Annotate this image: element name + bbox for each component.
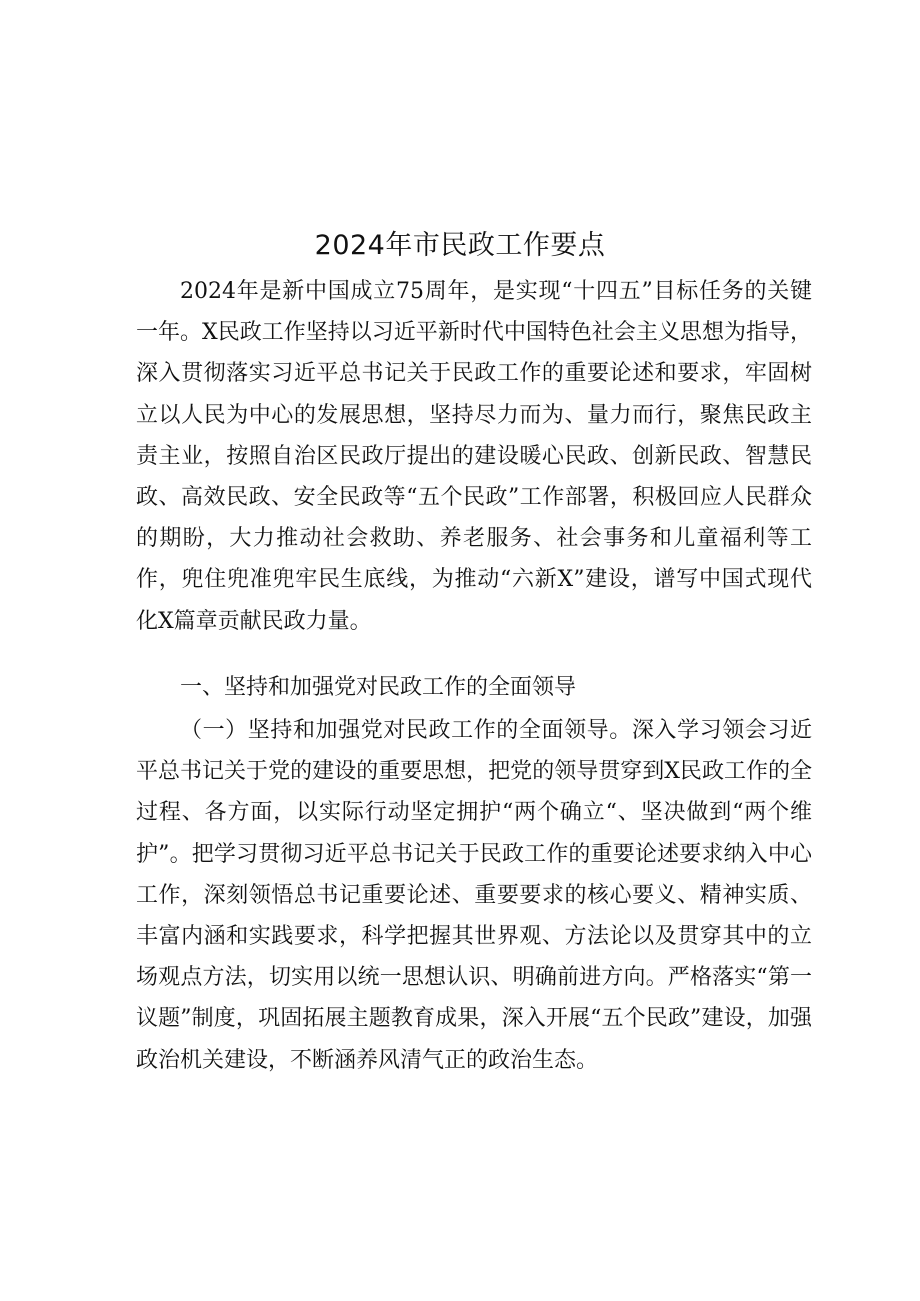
section-heading: 一、坚持和加强党对民政工作的全面领导 (180, 675, 577, 700)
section-paragraph: （一）坚持和加强党对民政工作的全面领导。深入学习领会习近平总书记关于党的建设的重要思想，把党的领导贯穿到X民政工作的全过程、各方面，以实际行动坚定拥护“两个确立“、坚决做到“两个维护”。把学习贯彻习近平总书记关于民政工作的重要论述要求纳入中心工作，深刻领悟总书记重要论述、重要要求的核心要义、精神实质、丰富内涵和实践要求，科学把握其世界观、方法论以及贯穿其中的立场观点方法，切实用以统一思想认识、明确前进方向。严格落实“第一议题”制度，巩固拓展主题教育成果，深入开展“五个民政”建设，加强政治机关建设，不断涵养风清气正的政治生态。 (136, 718, 812, 1073)
intro-paragraph: 2024年是新中国成立75周年，是实现“十四五”目标任务的关键一年。X民政工作坚持以习近平新时代中国特色社会主义思想为指导，深入贯彻落实习近平总书记关于民政工作的重要论述和要求，牢固树立以人民为中心的发展思想，坚持尽力而为、量力而行，聚焦民政主责主业，按照自治区民政厅提出的建设暖心民政、创新民政、智慧民政、高效民政、安全民政等“五个民政”工作部署，积极回应人民群众的期盼，大力推动社会救助、养老服务、社会事务和儿童福利等工作，兜住兜准兜牢民生底线，为推动“六新X”建设，谱写中国式现代化X篇章贡献民政力量。 (136, 279, 812, 634)
document-title: 2024年市民政工作要点 (314, 230, 606, 261)
